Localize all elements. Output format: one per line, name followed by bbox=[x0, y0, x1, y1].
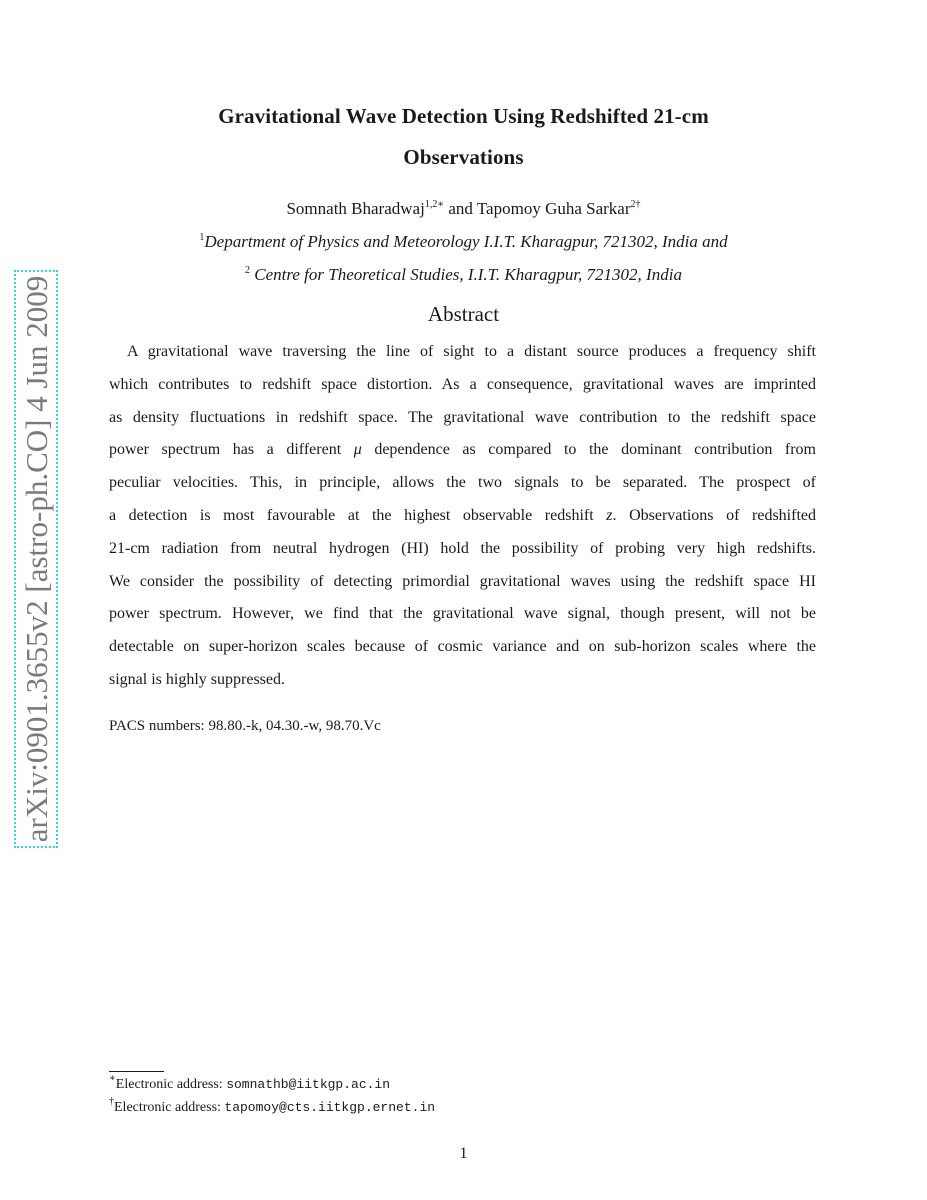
arxiv-identifier: arXiv:0901.3655v2 [astro-ph.CO] 4 Jun 2009 bbox=[19, 275, 54, 843]
footnote-mark: ∗ bbox=[109, 1073, 116, 1084]
abstract-line bbox=[109, 500, 816, 533]
abstract-line: A gravitational wave traversing the line of sight to a distant source produces a frequency shift bbox=[127, 343, 816, 360]
abstract-line: which contributes to redshift space distortion. As a consequence, gravitational waves are imprinted bbox=[109, 375, 816, 393]
abstract-text: dependence as compared to the dominant contribution from bbox=[361, 441, 816, 459]
abstract-line: detectable on super-horizon scales because of cosmic variance and on sub-horizon scales where the bbox=[109, 638, 816, 656]
abstract-line: 21-cm radiation from neutral hydrogen (HI) hold the possibility of probing very high redshifts. bbox=[109, 539, 816, 557]
author-name: Somnath Bharadwaj bbox=[286, 199, 425, 218]
abstract-line: signal is highly suppressed. bbox=[109, 670, 285, 688]
pacs-numbers: PACS numbers: 98.80.-k, 04.30.-w, 98.70.Vc bbox=[109, 718, 381, 734]
abstract-line: power spectrum. However, we find that the gravitational wave signal, though present, will not be bbox=[109, 605, 816, 623]
math-symbol-z: z bbox=[606, 506, 613, 524]
author-list bbox=[0, 199, 927, 219]
affiliation bbox=[0, 232, 927, 252]
affiliation-mark: 2 bbox=[245, 265, 251, 276]
abstract-text: a detection is most favourable at the highest observable redshift bbox=[109, 506, 607, 524]
abstract-heading: Abstract bbox=[427, 302, 500, 326]
abstract-line: We consider the possibility of detecting primordial gravitational waves using the redshift space HI bbox=[109, 572, 816, 590]
footnote bbox=[109, 1096, 436, 1116]
footnote-mark: † bbox=[109, 1096, 114, 1107]
author-conjunction: and bbox=[444, 199, 477, 218]
abstract-line: peculiar velocities. This, in principle, allows the two signals to be separated. The prospect of bbox=[109, 474, 816, 492]
email-link[interactable]: somnathb@iitkgp.ac.in bbox=[226, 1077, 391, 1092]
page-number: 1 bbox=[459, 1145, 468, 1162]
abstract-text: . Observations of redshifted bbox=[612, 506, 817, 524]
affiliation-mark: 1 bbox=[199, 232, 205, 243]
footnote-divider bbox=[109, 1071, 164, 1072]
footnote-label: Electronic address: bbox=[115, 1077, 227, 1092]
paper-title-line-2: Observations bbox=[403, 145, 524, 169]
email-link[interactable]: tapomoy@cts.iitkgp.ernet.in bbox=[224, 1100, 436, 1115]
affiliation bbox=[0, 265, 927, 285]
footnote bbox=[109, 1073, 391, 1093]
author-affiliation-marks: 2† bbox=[630, 199, 641, 210]
paper-title-line-1: Gravitational Wave Detection Using Redshifted 21-cm bbox=[218, 104, 709, 128]
author-affiliation-marks: 1,2∗ bbox=[424, 199, 445, 210]
author-name: Tapomoy Guha Sarkar bbox=[476, 199, 631, 218]
affiliation-text: Centre for Theoretical Studies, I.I.T. Kharagpur, 721302, India bbox=[250, 265, 682, 284]
footnote-label: Electronic address: bbox=[114, 1100, 225, 1115]
math-symbol-mu: μ bbox=[353, 441, 362, 459]
abstract-line bbox=[109, 434, 816, 467]
affiliation-text: Department of Physics and Meteorology I.I.T. Kharagpur, 721302, India and bbox=[204, 232, 728, 251]
abstract-body bbox=[109, 336, 816, 697]
abstract-text: power spectrum has a different bbox=[109, 441, 354, 459]
abstract-line: as density fluctuations in redshift space. The gravitational wave contribution to the redshift space bbox=[109, 408, 816, 426]
